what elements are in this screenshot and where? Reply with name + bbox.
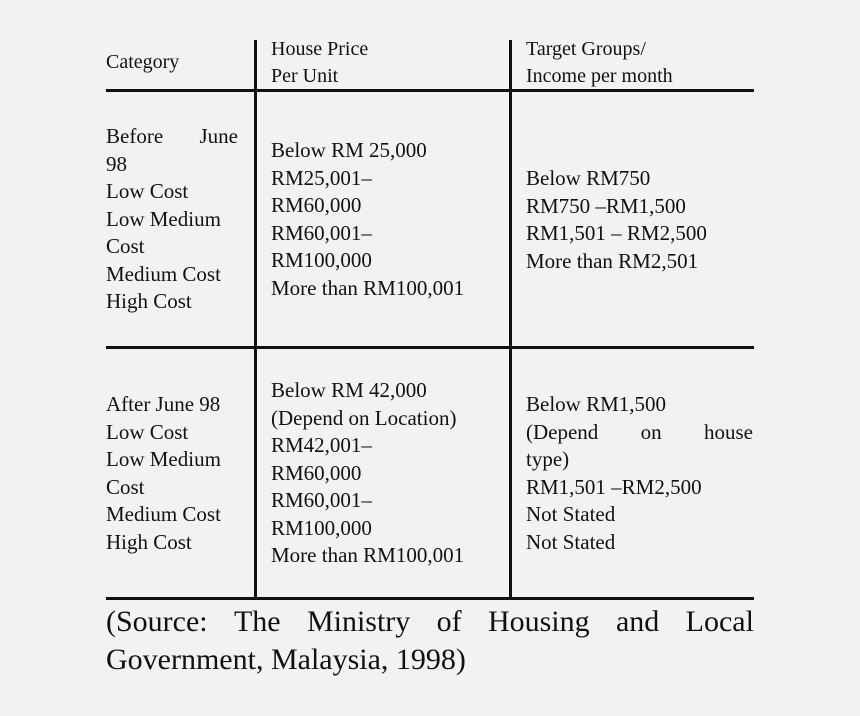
row2-price-line: Below RM 42,000 — [271, 378, 427, 402]
row-divider — [106, 346, 754, 349]
row1-period — [106, 123, 238, 151]
row1-price-line: RM25,001– — [271, 165, 372, 190]
row1-price-line: Below RM 25,000 — [271, 138, 427, 162]
source-word: Housing — [487, 605, 590, 638]
row1-period-cont: 98 — [106, 151, 127, 176]
row2-price-line: RM60,001– — [271, 488, 372, 512]
row1-category-line: Cost — [106, 234, 145, 258]
header-target-line: Target Groups/ — [526, 38, 646, 60]
row1-target-line: Below RM750 — [526, 166, 651, 190]
header-target-line: Income per month — [526, 65, 673, 87]
row2-target-line: type) — [526, 447, 570, 471]
header-category-label: Category — [106, 51, 180, 73]
row2-price-line: RM100,000 — [271, 515, 372, 540]
row1-target-line: More than RM2,501 — [526, 248, 699, 273]
column-divider-1 — [254, 40, 257, 598]
column-divider-2 — [509, 40, 512, 598]
source-word: Local — [685, 605, 754, 638]
row1-target — [526, 165, 707, 275]
header-price-line: House Price — [271, 38, 369, 60]
row2-target-line: RM1,501 –RM2,500 — [526, 474, 702, 499]
source-word: (Source: — [106, 605, 208, 638]
header-target — [526, 36, 673, 90]
row1-price-line: RM100,000 — [271, 248, 372, 272]
header-price-line: Per Unit — [271, 65, 339, 87]
row2-target-line: Not Stated — [526, 529, 616, 554]
row1-period-word: June — [199, 124, 238, 148]
source-word: The — [233, 605, 281, 638]
row2-category-line: Low Cost — [106, 419, 189, 444]
source-word: and — [615, 605, 660, 638]
row1-period-word: Before — [106, 124, 164, 148]
row2-price — [271, 377, 464, 570]
row2-price-line: RM60,000 — [271, 460, 362, 485]
row2-target-line: Below RM1,500 — [526, 392, 667, 416]
row2-price-line: RM42,001– — [271, 433, 372, 457]
row2-target — [526, 391, 753, 556]
source-line-2: Government, Malaysia, 1998) — [106, 643, 466, 676]
row2-target-word: house — [704, 419, 753, 444]
source-note — [106, 603, 754, 679]
row2-category-line: Medium Cost — [106, 502, 221, 526]
row1-category — [106, 123, 238, 316]
header-price — [271, 36, 368, 90]
row2-target-word: (Depend — [526, 419, 599, 444]
row2-target-word: on — [640, 419, 662, 444]
row1-category-line: Medium Cost — [106, 261, 221, 286]
row2-category-line: Low Medium — [106, 447, 221, 471]
row1-price-line: RM60,001– — [271, 220, 372, 245]
source-line-1 — [106, 603, 754, 641]
row1-target-line: RM1,501 – RM2,500 — [526, 221, 707, 245]
row2-category — [106, 391, 221, 556]
row1-price-line: More than RM100,001 — [271, 275, 465, 300]
row2-price-line: More than RM100,001 — [271, 543, 465, 567]
row1-category-line: High Cost — [106, 289, 192, 313]
row2-price-line: (Depend on Location) — [271, 405, 457, 430]
row2-target-line: Not Stated — [526, 502, 616, 526]
row1-target-line: RM750 –RM1,500 — [526, 193, 686, 218]
row1-price-line: RM60,000 — [271, 193, 362, 217]
header-category — [106, 49, 179, 76]
row2-category-line: Cost — [106, 474, 145, 499]
row2-target-justified — [526, 419, 753, 447]
source-word: Ministry — [306, 605, 411, 638]
source-word: of — [436, 605, 462, 638]
row1-category-line: Low Cost — [106, 179, 189, 203]
row2-category-line: After June 98 — [106, 392, 221, 416]
row1-category-line: Low Medium — [106, 206, 221, 231]
row1-price — [271, 137, 464, 302]
row2-category-line: High Cost — [106, 529, 192, 554]
table-bottom-rule — [106, 597, 754, 600]
